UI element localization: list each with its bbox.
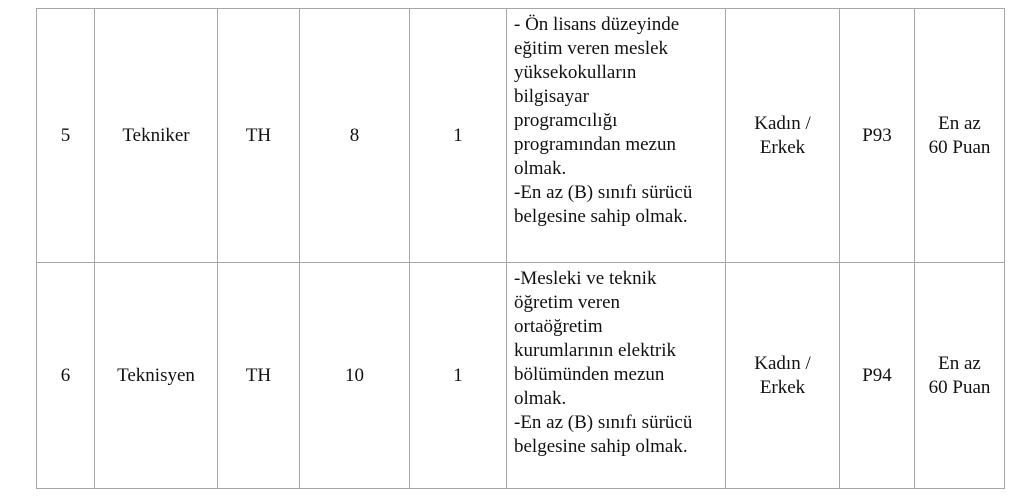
gender-cell [726, 9, 840, 263]
requirement-line: -Mesleki ve teknik [514, 268, 657, 289]
gender-cell [726, 263, 840, 489]
position-type-cell: TH [218, 9, 300, 263]
level-cell: 8 [300, 9, 410, 263]
requirement-line: eğitim veren meslek [514, 38, 669, 59]
row-number-cell: 5 [37, 9, 95, 263]
min-score-cell [915, 9, 1005, 263]
requirement-line: olmak. [514, 388, 567, 409]
requirement-line: -En az (B) sınıfı sürücü [514, 412, 693, 433]
requirement-line: programcılığı [514, 110, 618, 131]
requirements-cell [507, 9, 726, 263]
position-title-cell: Tekniker [95, 9, 218, 263]
requirement-line: yüksekokulların [514, 62, 637, 83]
requirement-line: belgesine sahip olmak. [514, 206, 688, 227]
requirement-line: kurumlarının elektrik [514, 340, 676, 361]
position-type-cell: TH [218, 263, 300, 489]
gender-line: Erkek [759, 136, 806, 158]
count-cell: 1 [410, 9, 507, 263]
level-cell: 10 [300, 263, 410, 489]
requirement-line: bilgisayar [514, 86, 589, 107]
requirements-cell [507, 263, 726, 489]
table-row [37, 263, 1005, 489]
min-score-line: 60 Puan [928, 136, 991, 158]
row-number-cell: 6 [37, 263, 95, 489]
gender-line: Kadın / [754, 112, 811, 134]
gender-line: Erkek [759, 376, 806, 398]
min-score-line: En az [938, 352, 981, 374]
min-score-line: 60 Puan [928, 376, 991, 398]
requirement-line: ortaöğretim [514, 316, 603, 337]
gender-line: Kadın / [754, 352, 811, 374]
min-score-cell [915, 263, 1005, 489]
min-score-line: En az [938, 112, 981, 134]
requirement-line: bölümünden mezun [514, 364, 665, 385]
table-row [37, 9, 1005, 263]
requirement-line: -En az (B) sınıfı sürücü [514, 182, 693, 203]
job-positions-table [36, 8, 1005, 489]
requirement-line: öğretim veren [514, 292, 621, 313]
requirement-line: - Ön lisans düzeyinde [514, 14, 680, 35]
requirement-line: programından mezun [514, 134, 676, 155]
score-type-cell: P94 [840, 263, 915, 489]
count-cell: 1 [410, 263, 507, 489]
score-type-cell: P93 [840, 9, 915, 263]
requirement-line: olmak. [514, 158, 567, 179]
position-title-cell: Teknisyen [95, 263, 218, 489]
requirement-line: belgesine sahip olmak. [514, 436, 688, 457]
